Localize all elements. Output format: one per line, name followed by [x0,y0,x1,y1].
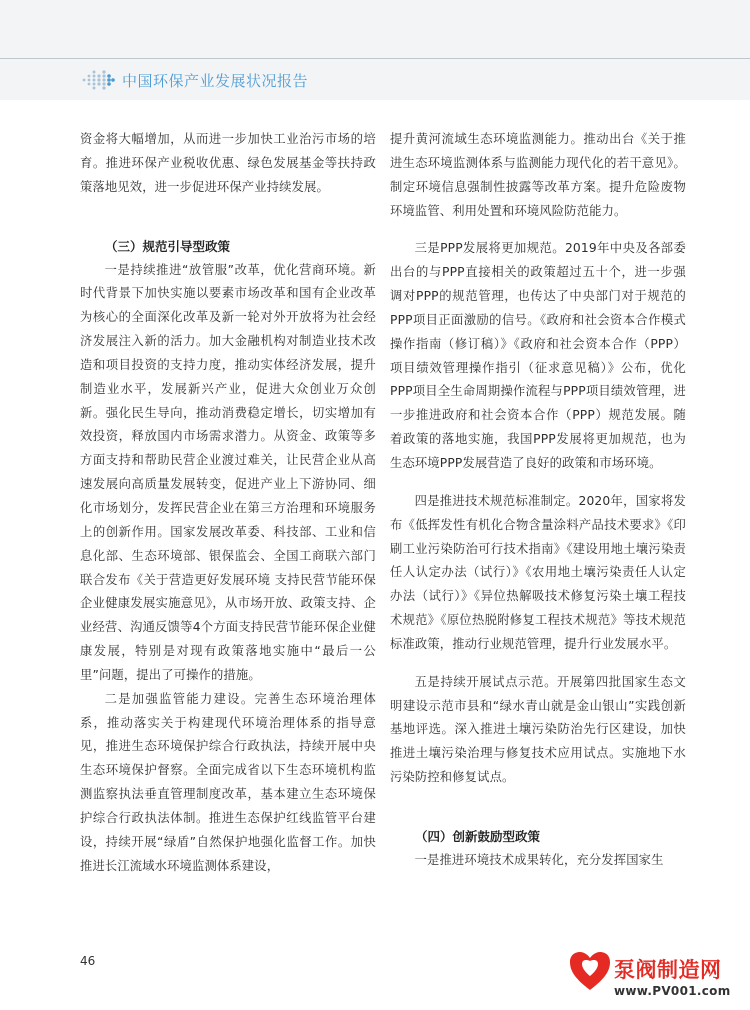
section-heading: （三）规范引导型政策 [105,238,231,254]
paragraph: 一是推进环境技术成果转化，充分发挥国家生 [414,852,664,867]
watermark-logo [568,950,738,1006]
page-number: 46 [80,954,96,968]
paragraph: 五是持续开展试点示范。开展第四批国家生态文明建设示范市县和“绿水青山就是金山银山”实践创新基地评选。深入推进土壤污染防治先行区建设，加快推进土壤污染治理与修复技术应用试点。实施地下水污染防控和修复试点。 [390,674,686,785]
paragraph: 提升黄河流域生态环境监测能力。推动出台《关于推进生态环境监测体系与监测能力现代化的若干意见》。制定环境信息强制性披露等改革方案。提升危险废物环境监管、利用处置和环境风险防范能力。 [390,132,686,218]
report-title: 中国环保产业发展状况报告 [122,72,309,90]
page-header [0,0,750,100]
paragraph: 资金将大幅增加，从而进一步加快工业治污市场的培育。推进环保产业税收优惠、绿色发展基金等扶持政策落地见效，进一步促进环保产业持续发展。 [80,132,376,194]
dots-decoration-icon [80,66,116,94]
heart-shield-icon [568,950,612,992]
section-heading: （四）创新鼓励型政策 [415,828,541,844]
paragraph: 四是推进技术规范标准制定。2020年，国家将发布《低挥发性有机化合物含量涂料产品技术要求》《印刷工业污染防治可行技术指南》《建设用地土壤污染责任人认定办法（试行）》《农用地土壤污染责任人认定办法（试行）》《异位热解吸技术修复污染土壤工程技术规范》《原位热脱附修复工程技术规范》等技术规范标准政策，推动行业规范管理，提升行业发展水平。 [390,493,686,651]
left-column [80,128,376,878]
right-column [390,128,686,873]
paragraph: 一是持续推进“放管服”改革，优化营商环境。新时代背景下加快实施以要素市场改革和国有企业改革为核心的全面深化改革及新一轮对外开放将为社会经济发展注入新的活力。加大金融机构对制造业技术改造和项目投资的支持力度，推动实体经济发展，提升制造业水平，发展新兴产业，促进大众创业万众创新。强化民生导向，推动消费稳定增长，切实增加有效投资，释放国内市场需求潜力。从资金、政策等多方面支持和帮助民营企业渡过难关，让民营企业从高速发展向高质量发展转变，促进产业上下游协同、细化市场划分，发挥民营企业在第三方治理和环境服务上的创新作用。国家发展改革委、科技部、工业和信息化部、生态环境部、银保监会、全国工商联六部门联合发布《关于营造更好发展环境 支持民营节能环保企业健康发展实施意见》，从市场开放、政策支持、企业经营、沟通反馈等4个方面支持民营节能环保企业健康发展，特别是对现有政策落地实施中“最后一公里”问题，提出了可操作的措施。 [80,262,376,682]
logo-url: www.PV001.com [614,984,731,998]
paragraph: 二是加强监管能力建设。完善生态环境治理体系，推动落实关于构建现代环境治理体系的指导意见，推进生态环境保护综合行政执法，持续开展中央生态环境保护督察。全面完成省以下生态环境机构监测监察执法垂直管理制度改革，基本建立生态环境保护综合行政执法体制。推进生态保护红线监管平台建设，持续开展“绿盾”自然保护地强化监督工作。加快推进长江流域水环境监测体系建设， [80,691,376,873]
paragraph: 三是PPP发展将更加规范。2019年中央及各部委出台的与PPP直接相关的政策超过五十个，进一步强调对PPP的规范管理，也传达了中央部门对于规范的PPP项目正面激励的信号。《政府和社会资本合作模式操作指南（修订稿）》《政府和社会资本合作（PPP）项目绩效管理操作指引（征求意见稿）》公布，优化PPP项目全生命周期操作流程与PPP项目绩效管理，进一步推进政府和社会资本合作（PPP）规范发展。随着政策的落地实施，我国PPP发展将更加规范，也为生态环境PPP发展营造了良好的政策和市场环境。 [390,241,686,470]
header-divider [0,58,750,59]
logo-text: 泵阀制造网 [614,958,722,982]
